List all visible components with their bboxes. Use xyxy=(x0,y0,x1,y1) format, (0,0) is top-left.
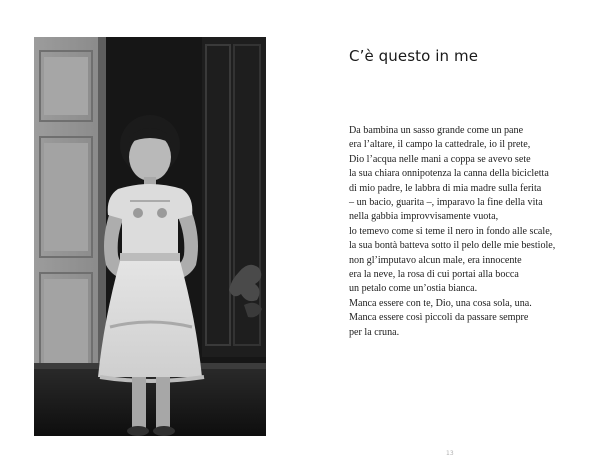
poem-line: Dio l’acqua nelle mani a coppa se avevo sete xyxy=(349,153,531,165)
poem-line: di mio padre, le labbra di mia madre sulla ferita xyxy=(349,182,542,194)
poem-line: Manca essere con te, Dio, una cosa sola, una. xyxy=(349,297,532,309)
page-number: 13 xyxy=(446,450,454,457)
poem-line: era l’altare, il campo la cattedrale, io il prete, xyxy=(349,139,531,151)
poem-line: Da bambina un sasso grande come un pane xyxy=(349,125,524,136)
poem-line: non gl’imputavo alcun male, era innocente xyxy=(349,254,522,266)
poem-line: Manca essere così piccoli da passare sempre xyxy=(349,312,529,324)
poem-line: per la cruna. xyxy=(349,326,400,338)
poem-line: nella gabbia improvvisamente vuota, xyxy=(349,211,499,223)
poem-line: un petalo come un’ostia bianca. xyxy=(349,283,478,295)
poem-line: – un bacio, guarita –, imparavo la fine della vita xyxy=(349,197,543,209)
poem-line: lo temevo come si teme il nero in fondo alle scale, xyxy=(349,225,553,237)
poem-line: la sua chiara onnipotenza la canna della bicicletta xyxy=(349,168,549,180)
photo-image xyxy=(34,37,266,436)
poem-title: C’è questo in me xyxy=(349,47,479,65)
poem-line: la sua bontà batteva sotto il pelo delle mie bestiole, xyxy=(349,240,556,252)
poem-body xyxy=(349,124,589,340)
photo-girl-in-doorway xyxy=(34,37,266,436)
poem-line: era la neve, la rosa di cui portai alla bocca xyxy=(349,269,519,281)
